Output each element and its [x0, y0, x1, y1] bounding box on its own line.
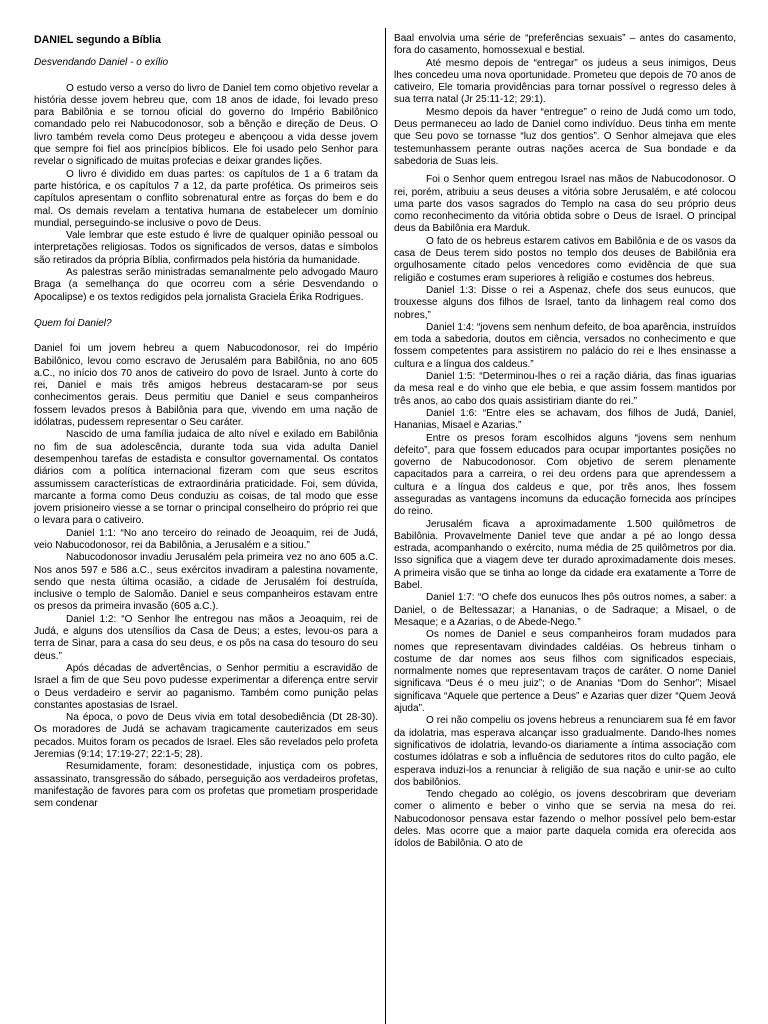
- paragraph: Tendo chegado ao colégio, os jovens descobriram que deveriam comer o alimento e beber o vinho que se servia na mesa do rei. Nabucodonosor pensava estar fazendo o melhor possível pelo bem-estar deles. Mas ocorre que a maior parte daquela comida era oferecida aos ídolos de Babilônia. O ato de: [394, 789, 736, 850]
- scripture-quote: Daniel 1:4: “jovens sem nenhum defeito, de boa aparência, instruídos em toda a sabedoria, doutos em ciência, versados no conhecimento e que fossem competentes para assistirem no palácio do rei e lhes ensinasse a cultura e a língua dos caldeus.”: [394, 321, 736, 370]
- paragraph: Resumidamente, foram: desonestidade, injustiça com os pobres, assassinato, transgressão do sábado, perseguição aos verdadeiros profetas, manifestação de favores para com os profetas que prometiam prosperidade sem condenar: [34, 761, 378, 810]
- paragraph: Até mesmo depois de “entregar” os judeus a seus inimigos, Deus lhes concedeu uma nova oportunidade. Prometeu que depois de 70 anos de cativeiro, Ele tomaria providências para tornar possível o regresso deles à sua terra natal (Jr 25:11-12; 29:1).: [394, 57, 736, 106]
- document-subtitle: Desvendando Daniel - o exílio: [34, 57, 169, 69]
- paragraph: O rei não compeliu os jovens hebreus a renunciarem sua fé em favor da idolatria, mas esperava alcançar isso gradualmente. Dando-lhes nomes significativos de idolatria, levando-os diariamente a íntima associação com costumes idólatras e sob a influência de sedutores ritos do culto pagão, ele esperava induzi-los a renunciar à religião de sua nação e unir-se ao culto dos babilônios.: [394, 715, 736, 788]
- paragraph: Mesmo depois da haver “entregue” o reino de Judá como um todo, Deus permaneceu ao lado de Daniel como indivíduo. Deus tinha em mente que Seu povo se tornasse “luz dos gentios”. O Senhor almejava que eles testemunhassem perante outras nações acerca de Sua bondade e da sabedoria de Suas leis.: [394, 106, 736, 167]
- left-column: [34, 34, 378, 1024]
- paragraph: Jerusalém ficava a aproximadamente 1.500 quilômetros de Babilônia. Provavelmente Daniel teve que andar a pé ao longo dessa estrada, acompanhando o exército, numa média de 25 quilômetros por dia. Isso significa que a viagem deve ter durado aproximadamente dois meses. A primeira visão que se tinha ao longe da cidade era exatamente a Torre de Babel.: [394, 518, 736, 592]
- scripture-quote: Daniel 1:1: “No ano terceiro do reinado de Jeoaquim, rei de Judá, veio Nabucodonosor, rei da Babilônia, a Jerusalém e a sitiou.”: [34, 527, 378, 551]
- paragraph: Após décadas de advertências, o Senhor permitiu a escravidão de Israel a fim de que Seu povo pudesse experimentar a diferença entre servir o Deus verdadeiro e servir ao paganismo. Também como punição pelas constantes apostasias de Israel.: [34, 662, 378, 711]
- paragraph: Os nomes de Daniel e seus companheiros foram mudados para nomes que representavam divindades caldéias. Os hebreus tinham o costume de dar nomes aos seus filhos com significados especiais, normalmente nomes que representavam traços de caráter. O nome Daniel significava “Deus é o meu juiz”; o de Ananias “Dom do Senhor”; Misael significava “Aquele que pertence a Deus” e Azarias quer dizer “Quem Jeová ajuda”.: [394, 629, 736, 715]
- column-divider: [385, 28, 386, 1024]
- paragraph: Na época, o povo de Deus vivia em total desobediência (Dt 28-30). Os moradores de Judá se achavam tragicamente cauterizados em seus pecados. Muitos foram os pecados de Israel. Eles são revelados pelo profeta Jeremias (9:14; 17:19-27; 22:1-5; 28).: [34, 712, 378, 761]
- scripture-quote: Daniel 1:2: “O Senhor lhe entregou nas mãos a Jeoaquim, rei de Judá, e alguns dos utensílios da Casa de Deus; a estes, levou-os para a terra de Sinar, para a casa do seu deus, e os pôs na casa do tesouro do seu deus.”: [34, 613, 378, 662]
- section-heading: Quem foi Daniel?: [34, 317, 112, 329]
- paragraph: Daniel foi um jovem hebreu a quem Nabucodonosor, rei do Império Babilônico, levou como escravo de Jerusalém para Babilônia, no ano 605 a.C., no início dos 70 anos de cativeiro do povo de Israel. Junto à corte do rei, Daniel e mais três amigos hebreus destacaram-se por seus conhecimentos gerais. Deus permitiu que Daniel e seus companheiros fossem levados presos à Babilônia para que, vivendo em uma nação de idólatras, pudessem representar o Seu caráter.: [34, 343, 378, 429]
- paragraph: Vale lembrar que este estudo é livre de qualquer opinião pessoal ou interpretações religiosas. Todos os significados de versos, datas e símbolos são retirados da própria Bíblia, confirmados pela história da humanidade.: [34, 230, 378, 266]
- paragraph: Entre os presos foram escolhidos alguns “jovens sem nenhum defeito”, para que fossem educados para ocupar importantes posições no governo de Nabucodonosor. Com objetivo de serem plenamente capacitados para a carreira, o rei deu ordens para que aprendessem a cultura e a língua dos caldeus e que, por três anos, lhes fossem asseguradas as vantagens incomuns da educação fornecida aos príncipes do reino.: [394, 432, 736, 518]
- document-title: DANIEL segundo a Bíblia: [34, 34, 161, 46]
- scripture-quote: Daniel 1:7: “O chefe dos eunucos lhes pôs outros nomes, a saber: a Daniel, o de Beltessazar; a Hananias, o de Sadraque; a Misael, o de Mesaque; e a Azarias, o de Abede-Nego.”: [394, 592, 736, 628]
- paragraph: Foi o Senhor quem entregou Israel nas mãos de Nabucodonosor. O rei, porém, atribuiu a seus deuses a vitória sobre Jerusalém, e até colocou uma parte dos vasos sagrados do Templo na casa do seu próprio deus como reconhecimento da vitória obtida sobre o Deus de Israel. O principal deus da Babilônia era Marduk.: [394, 174, 736, 235]
- paragraph: O estudo verso a verso do livro de Daniel tem como objetivo revelar a história desse jovem hebreu que, com 18 anos de idade, foi levado preso para Babilônia e se tornou oficial do governo do Império Babilônico comandado pelo rei Nabucodonosor, sob a bênção e direção de Deus. O livro também revela como Deus protegeu e abençoou a vida desse jovem que sempre foi fiel aos princípios bíblicos. Ele foi usado pelo Senhor para revelar o significado de muitas profecias e deixar grandes lições.: [34, 82, 378, 168]
- paragraph: Nabucodonosor invadiu Jerusalém pela primeira vez no ano 605 a.C. Nos anos 597 e 586 a.C., seus exércitos invadiram a palestina novamente, sendo que nesta última ocasião, a cidade de Jerusalém foi destruída, inclusive o templo de Salomão. Daniel e seus companheiros estavam entre os presos da primeira invasão (605 a.C.).: [34, 552, 378, 613]
- right-column: [394, 33, 736, 1024]
- paragraph: As palestras serão ministradas semanalmente pelo advogado Mauro Braga (a semelhança do que ocorreu com a série Desvendando o Apocalipse) e os textos redigidos pela jornalista Graciela Érika Rodrigues.: [34, 267, 378, 303]
- paragraph: Baal envolvia uma série de “preferências sexuais” – antes do casamento, fora do casamento, homossexual e bestial.: [394, 33, 736, 57]
- scripture-quote: Daniel 1:6: “Entre eles se achavam, dos filhos de Judá, Daniel, Hananias, Misael e Azarias.”: [394, 407, 736, 432]
- paragraph: O livro é dividido em duas partes: os capítulos de 1 a 6 tratam da parte histórica, e os capítulos 7 a 12, da parte profética. Os primeiros seis capítulos apresentam o conflito sobrenatural entre as forças do bem e do mal. Os demais revelam a tentativa humana de estabelecer um domínio mundial, perseguindo-se inclusive o povo de Deus.: [34, 168, 378, 229]
- scripture-quote: Daniel 1:3: Disse o rei a Aspenaz, chefe dos seus eunucos, que trouxesse alguns dos filhos de Israel, tanto da linhagem real como dos nobres,”: [394, 284, 736, 321]
- paragraph: O fato de os hebreus estarem cativos em Babilônia e de os vasos da casa de Deus terem sido postos no templo dos deuses de Babilônia era orgulhosamente citado pelos vencedores como evidência de que sua religião e costumes eram superiores à religião e costumes dos hebreus.: [394, 235, 736, 284]
- paragraph: Nascido de uma família judaica de alto nível e exilado em Babilônia no fim de sua adolescência, durante toda sua vida adulta Daniel desempenhou tarefas de estadista e consultor governamental. Os contatos diários com a política internacional fizeram com que seus escritos assumissem características de extraordinária praticidade. Foi, sem dúvida, marcante a forma como Deus conduziu as coisas, de tal modo que esse jovem prisioneiro viesse a se tornar o principal conselheiro do próprio rei que o levara para o cativeiro.: [34, 429, 378, 527]
- scripture-quote: Daniel 1:5: “Determinou-lhes o rei a ração diária, das finas iguarias da mesa real e do vinho que ele bebia, e que assim fossem mantidos por três anos, ao cabo dos quais assistiriam diante do rei.”: [394, 371, 736, 407]
